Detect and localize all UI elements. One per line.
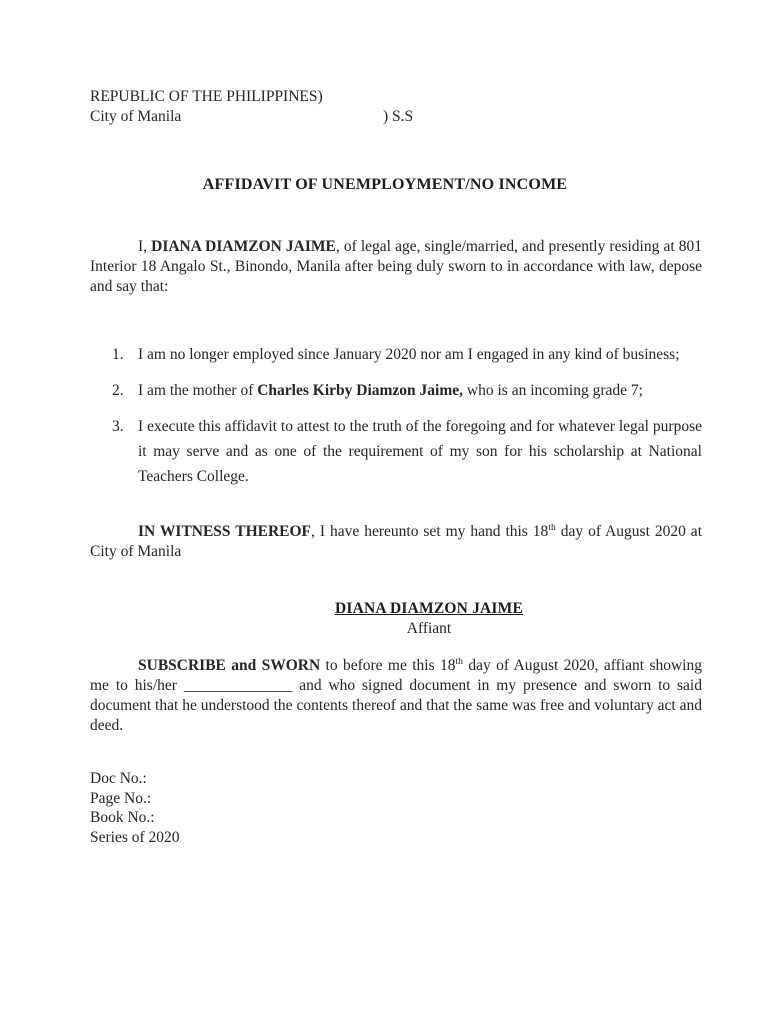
notary-details-block — [90, 769, 702, 847]
list-item-text: I am the mother of Charles Kirby Diamzon Jaime, who is an incoming grade 7; — [138, 382, 643, 399]
city-ss-line — [90, 107, 702, 127]
venue-header — [90, 87, 702, 127]
list-item — [90, 414, 702, 489]
list-item — [90, 342, 702, 367]
signature-block — [156, 599, 702, 639]
affidavit-statements-list — [90, 342, 702, 489]
jurat-paragraph: SUBSCRIBE and SWORN to before me this 18th day of August 2020, affiant showing me to his/her ______________ and who signed document in my presence and sworn to said document that he understood the contents thereof and that the same was free and voluntary act and deed. — [90, 655, 702, 734]
affiant-name: DIANA DIAMZON JAIME — [334, 600, 524, 617]
list-item-text: I execute this affidavit to attest to the truth of the foregoing and for whatever legal purpose it may serve and as one of the requirement of my son for his scholarship at National Teachers College. — [138, 418, 702, 485]
opening-paragraph: I, DIANA DIAMZON JAIME, of legal age, single/married, and presently residing at 801 Interior 18 Angalo St., Binondo, Manila after being duly sworn to in accordance with law, depose and say that: — [90, 238, 702, 295]
book-no-label: Book No.: — [90, 809, 155, 826]
list-item — [90, 378, 702, 403]
list-item-number: 2. — [112, 382, 124, 399]
list-item-number: 3. — [112, 418, 124, 435]
page-no-label: Page No.: — [90, 789, 152, 807]
doc-no-label: Doc No.: — [90, 770, 147, 787]
republic-line: REPUBLIC OF THE PHILIPPINES) — [90, 88, 323, 105]
list-item-text: I am no longer employed since January 2020 nor am I engaged in any kind of business; — [138, 346, 680, 363]
list-item-number: 1. — [112, 346, 124, 363]
series-label: Series of 2020 — [90, 828, 180, 846]
document-title: AFFIDAVIT OF UNEMPLOYMENT/NO INCOME — [202, 176, 568, 193]
witness-paragraph: IN WITNESS THEREOF, I have hereunto set my hand this 18th day of August 2020 at City of Manila — [90, 521, 702, 560]
affiant-role-label: Affiant — [406, 620, 452, 637]
city-label: City of Manila — [90, 108, 182, 125]
ss-label: ) S.S — [383, 108, 414, 125]
